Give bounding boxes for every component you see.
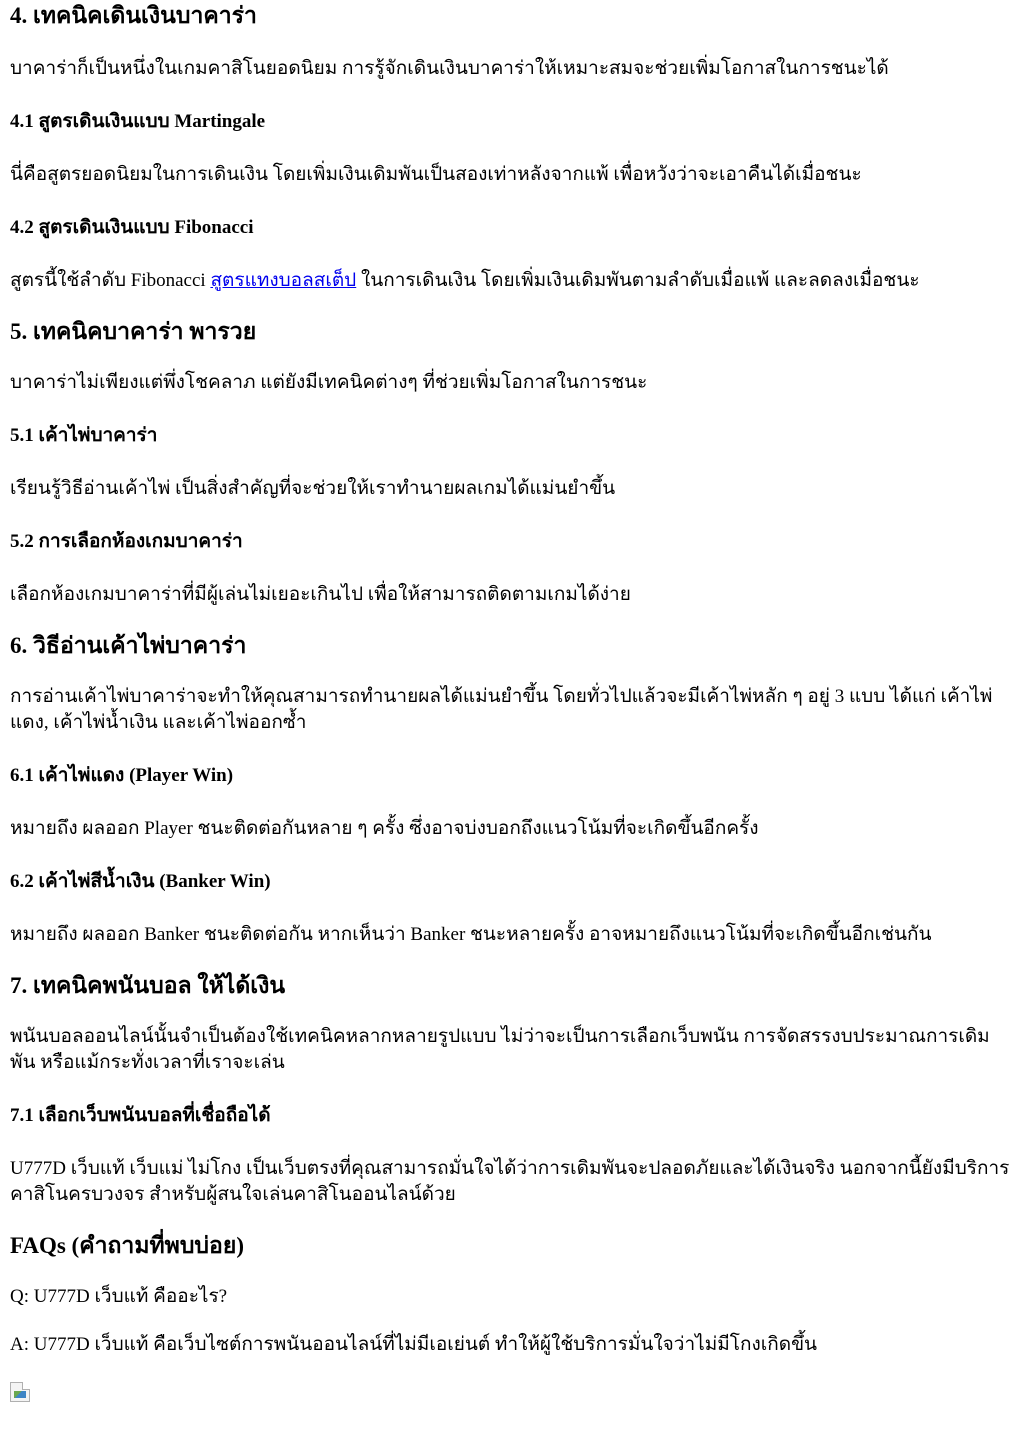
section-5-1-text: เรียนรู้วิธีอ่านเค้าไพ่ เป็นสิ่งสำคัญที่จะช่วยให้เราทำนายผลเกมได้แม่นยำขึ้น [10,478,616,499]
faq-answer: A: U777D เว็บแท้ คือเว็บไซต์การพนันออนไลน์ที่ไม่มีเอเย่นต์ ทำให้ผู้ใช้บริการมั่นใจว่าไม่มีโกงเกิดขึ้น [10,1334,818,1355]
section-7-intro: พนันบอลออนไลน์นั้นจำเป็นต้องใช้เทคนิคหลากหลายรูปแบบ ไม่ว่าจะเป็นการเลือกเว็บพนัน การจัดสรรงบประมาณการเดิมพัน หรือแม้กระทั่งเวลาที่เราจะเล่น [10,1026,990,1073]
faq-question: Q: U777D เว็บแท้ คืออะไร? [10,1286,228,1307]
faq-heading: FAQs (คำถามที่พบบ่อย) [10,1233,244,1258]
article-body [0,2,1024,1407]
step-betting-link[interactable]: สูตรแทงบอลสเต็ป [210,270,357,291]
image-placeholder [10,1382,1014,1407]
section-6-1-text: หมายถึง ผลออก Player ชนะติดต่อกันหลาย ๆ ครั้ง ซึ่งอาจบ่งบอกถึงแนวโน้มที่จะเกิดขึ้นอีกครั้ง [10,818,759,839]
section-7-heading: 7. เทคนิคพนันบอล ให้ได้เงิน [10,973,286,998]
section-6-heading: 6. วิธีอ่านเค้าไพ่บาคาร่า [10,633,247,658]
section-7-1-heading: 7.1 เลือกเว็บพนันบอลที่เชื่อถือได้ [10,1105,271,1126]
section-4-2-text-before: สูตรนี้ใช้ลำดับ Fibonacci [10,270,211,291]
section-5-2-heading: 5.2 การเลือกห้องเกมบาคาร่า [10,531,243,552]
section-6-2-heading: 6.2 เค้าไพ่สีน้ำเงิน (Banker Win) [10,871,271,892]
section-4-2-text-after: ในการเดินเงิน โดยเพิ่มเงินเดิมพันตามลำดับเมื่อแพ้ และลดลงเมื่อชนะ [356,270,920,291]
section-5-1-heading: 5.1 เค้าไพ่บาคาร่า [10,425,158,446]
section-6-1-heading: 6.1 เค้าไพ่แดง (Player Win) [10,765,234,786]
section-4-2-heading: 4.2 สูตรเดินเงินแบบ Fibonacci [10,217,254,238]
broken-image-icon [10,1382,30,1402]
section-5-intro: บาคาร่าไม่เพียงแต่พึ่งโชคลาภ แต่ยังมีเทคนิคต่างๆ ที่ช่วยเพิ่มโอกาสในการชนะ [10,372,648,393]
section-7-1-text: U777D เว็บแท้ เว็บแม่ ไม่โกง เป็นเว็บตรงที่คุณสามารถมั่นใจได้ว่าการเดิมพันจะปลอดภัยและได้เงินจริง นอกจากนี้ยังมีบริการคาสิโนครบวงจร สำหรับผู้สนใจเล่นคาสิโนออนไลน์ด้วย [10,1158,1010,1205]
section-6-2-text: หมายถึง ผลออก Banker ชนะติดต่อกัน หากเห็นว่า Banker ชนะหลายครั้ง อาจหมายถึงแนวโน้มที่จะเกิดขึ้นอีกเช่นกัน [10,924,932,945]
section-4-intro: บาคาร่าก็เป็นหนึ่งในเกมคาสิโนยอดนิยม การรู้จักเดินเงินบาคาร่าให้เหมาะสมจะช่วยเพิ่มโอกาสในการชนะได้ [10,58,889,79]
section-4-1-heading: 4.1 สูตรเดินเงินแบบ Martingale [10,111,266,132]
section-6-intro: การอ่านเค้าไพ่บาคาร่าจะทำให้คุณสามารถทำนายผลได้แม่นยำขึ้น โดยทั่วไปแล้วจะมีเค้าไพ่หลัก ๆ อยู่ 3 แบบ ได้แก่ เค้าไพ่แดง, เค้าไพ่น้ำเงิน และเค้าไพ่ออกซ้ำ [10,686,993,733]
section-5-heading: 5. เทคนิคบาคาร่า พารวย [10,319,257,344]
section-4-2-text [10,268,1014,294]
section-5-2-text: เลือกห้องเกมบาคาร่าที่มีผู้เล่นไม่เยอะเกินไป เพื่อให้สามารถติดตามเกมได้ง่าย [10,584,631,605]
section-4-heading: 4. เทคนิคเดินเงินบาคาร่า [10,3,257,28]
section-4-1-text: นี่คือสูตรยอดนิยมในการเดินเงิน โดยเพิ่มเงินเดิมพันเป็นสองเท่าหลังจากแพ้ เพื่อหวังว่าจะเอาคืนได้เมื่อชนะ [10,164,862,185]
